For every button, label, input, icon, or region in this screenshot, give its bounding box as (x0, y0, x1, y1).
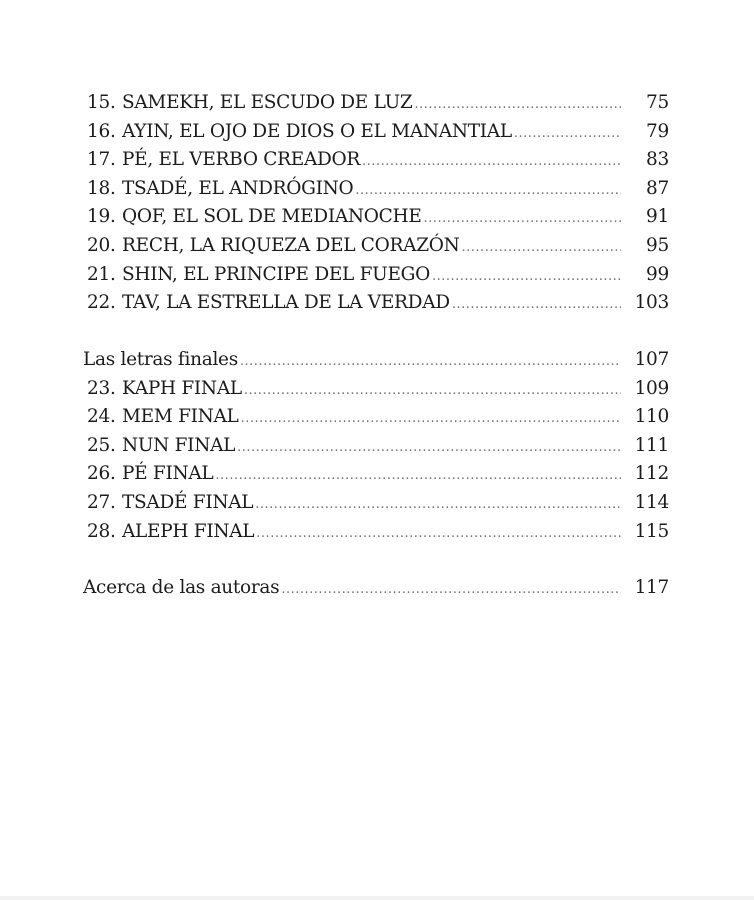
section-page-number: 107 (634, 348, 669, 370)
toc-entry (83, 203, 669, 232)
dot-leader (281, 576, 621, 605)
entry-title: PÉ FINAL (122, 463, 214, 485)
toc-entry (83, 146, 669, 175)
entry-number: 27. (87, 491, 116, 513)
entry-page-number: 112 (634, 463, 669, 485)
toc-entry (83, 518, 669, 547)
toc-entry (83, 232, 669, 261)
entry-page-number: 111 (634, 434, 669, 456)
entry-title: MEM FINAL (122, 406, 239, 428)
toc-entry (83, 89, 669, 118)
section-title: Acerca de las autoras (83, 577, 280, 599)
toc-entry (83, 432, 669, 461)
entry-title: SAMEKH, EL ESCUDO DE LUZ (122, 92, 413, 113)
entry-page-number: 110 (634, 406, 669, 428)
entry-title: TAV, LA ESTRELLA DE LA VERDAD (122, 292, 450, 314)
entry-page-number: 87 (646, 177, 669, 199)
entry-title: QOF, EL SOL DE MEDIANOCHE (122, 206, 422, 228)
dot-leader (414, 91, 621, 120)
toc-entry (83, 289, 669, 318)
entry-page-number: 103 (634, 292, 669, 314)
entry-title: SHIN, EL PRINCIPE DEL FUEGO (122, 263, 430, 285)
entry-page-number: 99 (646, 263, 669, 285)
dot-leader (256, 520, 621, 549)
entry-page-number: 109 (634, 377, 669, 399)
dot-leader (362, 148, 621, 177)
toc-entry (83, 489, 669, 518)
dot-leader (355, 177, 621, 206)
entry-page-number: 91 (646, 206, 669, 228)
entry-number: 15. (87, 92, 116, 113)
toc-section-heading (83, 574, 669, 603)
entry-page-number: 95 (646, 234, 669, 256)
entry-number: 21. (87, 263, 116, 285)
entry-title: TSADÉ FINAL (122, 491, 254, 513)
entry-page-number: 115 (634, 520, 669, 542)
entry-title: KAPH FINAL (122, 377, 242, 399)
entry-number: 16. (87, 120, 116, 142)
entry-title: PÉ, EL VERBO CREADOR (122, 149, 361, 171)
entry-title: AYIN, EL OJO DE DIOS O EL MANANTIAL (122, 120, 512, 142)
dot-leader (215, 462, 621, 491)
entry-title: TSADÉ, EL ANDRÓGINO (122, 177, 354, 199)
toc-entry (83, 403, 669, 432)
entry-number: 17. (87, 149, 116, 171)
entry-number: 28. (87, 520, 116, 542)
entry-number: 22. (87, 292, 116, 314)
dot-leader (241, 405, 621, 434)
section-title: Las letras finales (83, 348, 238, 370)
dot-leader (462, 234, 621, 263)
dot-leader (237, 434, 621, 463)
entry-title: NUN FINAL (122, 434, 236, 456)
dot-leader (452, 291, 621, 320)
entry-title: RECH, LA RIQUEZA DEL CORAZÓN (122, 234, 460, 256)
entry-page-number: 79 (646, 120, 669, 142)
toc-entry (83, 375, 669, 404)
entry-title: ALEPH FINAL (122, 520, 255, 542)
entry-number: 20. (87, 234, 116, 256)
entry-number: 24. (87, 406, 116, 428)
dot-leader (240, 348, 621, 377)
dot-leader (244, 377, 621, 406)
dot-leader (514, 120, 621, 149)
page-bottom-edge (0, 896, 754, 900)
entry-number: 25. (87, 434, 116, 456)
section-spacer (83, 318, 669, 346)
entry-number: 23. (87, 377, 116, 399)
toc-entry (83, 118, 669, 147)
dot-leader (255, 491, 621, 520)
toc-section-heading (83, 346, 669, 375)
toc-entry (83, 460, 669, 489)
entry-number: 26. (87, 463, 116, 485)
toc-entry (83, 261, 669, 290)
dot-leader (432, 263, 621, 292)
section-page-number: 117 (634, 577, 669, 599)
entry-page-number: 75 (646, 92, 669, 113)
table-of-contents (83, 89, 669, 603)
entry-number: 18. (87, 177, 116, 199)
entry-page-number: 114 (634, 491, 669, 513)
section-spacer (83, 546, 669, 574)
dot-leader (424, 205, 621, 234)
entry-number: 19. (87, 206, 116, 228)
entry-page-number: 83 (646, 149, 669, 171)
toc-entry (83, 175, 669, 204)
